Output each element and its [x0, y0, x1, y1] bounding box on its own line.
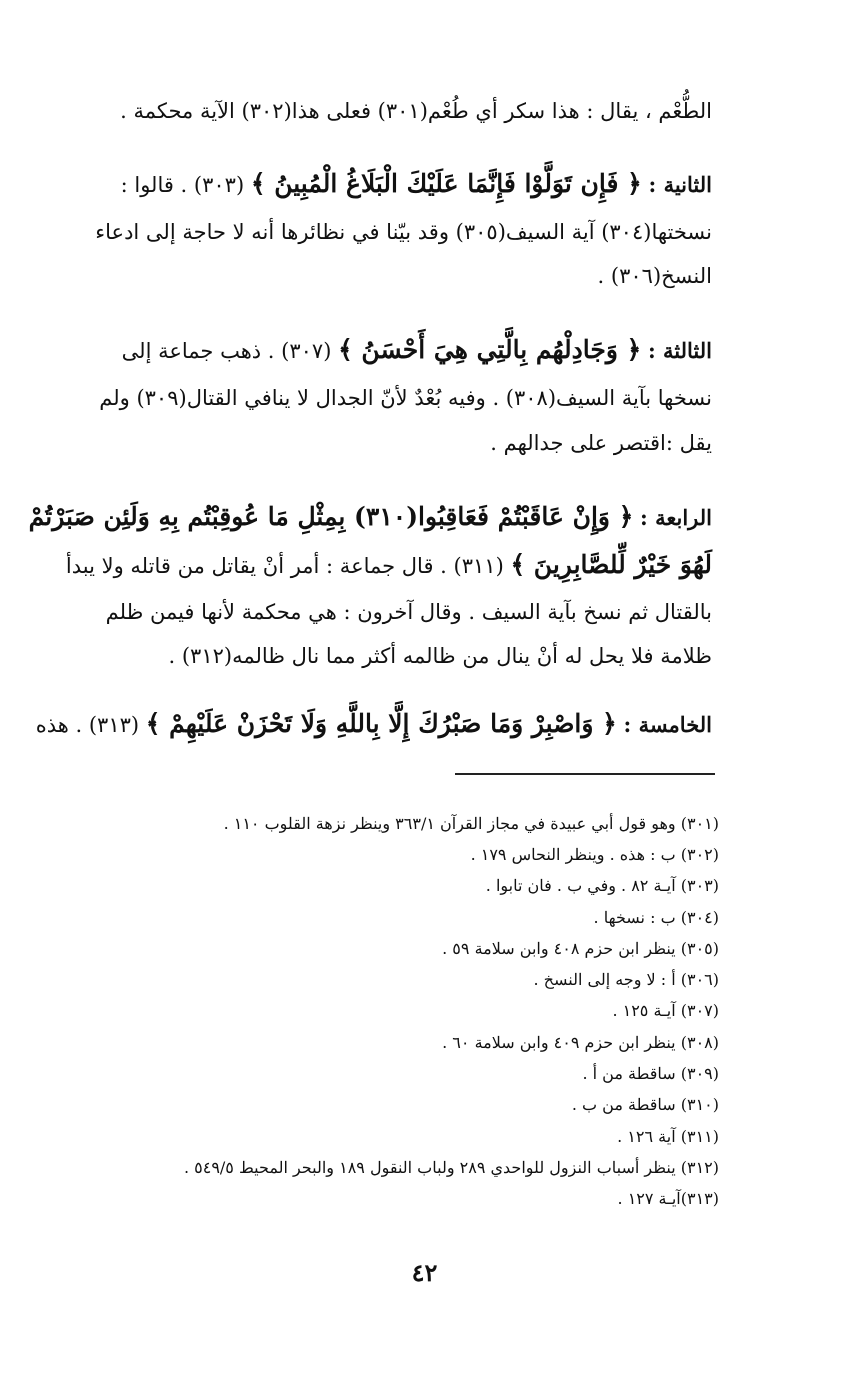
paragraph-second-line-1	[42, 162, 712, 207]
paragraph-fourth-line-2	[42, 543, 712, 588]
quran-verse: ﴿ وَجَادِلْهُم بِالَّتِي هِيَ أَحْسَنُ ﴾	[338, 335, 642, 364]
footnote: (٣٠٥) ينظر ابن حزم ٤٠٨ وابن سلامة ٥٩ .	[442, 939, 719, 958]
footnote: (٣١٣)آيـة ١٢٧ .	[617, 1189, 719, 1208]
footnote: (٣٠٨) ينظر ابن حزم ٤٠٩ وابن سلامة ٦٠ .	[442, 1033, 719, 1052]
footnote: (٣١٠) ساقطة من ب .	[571, 1095, 719, 1114]
footnote: (٣١٢) ينظر أسباب النزول للواحدي ٢٨٩ ولباب النقول ١٨٩ والبحر المحيط ٥٤٩/٥ .	[183, 1158, 719, 1177]
footnote: (٣٠٤) ب : نسخها .	[593, 908, 719, 927]
footnote: (٣٠٧) آيـة ١٢٥ .	[612, 1001, 719, 1020]
footnote-divider	[455, 773, 715, 775]
footnote: (٣١١) آية ١٢٦ .	[617, 1127, 719, 1146]
paragraph-text: (٣١٣) . هذه	[35, 713, 140, 737]
paragraph-third-line-1	[42, 328, 712, 373]
footnote: (٣٠٩) ساقطة من أ .	[582, 1064, 719, 1083]
footnote: (٣٠٦) أ : لا وجه إلى النسخ .	[533, 970, 719, 989]
paragraph-text: (٣١١) . قال جماعة : أمر أنْ يقاتل من قاتله ولا يبدأ	[65, 554, 504, 578]
footnote: (٣٠٢) ب : هذه . وينظر النحاس ١٧٩ .	[470, 845, 719, 864]
paragraph-second-line-2: نسختها(٣٠٤) آية السيف(٣٠٥) وقد بيّنا في نظائرها أنه لا حاجة إلى ادعاء	[95, 220, 712, 244]
paragraph-second-line-3: النسخ(٣٠٦) .	[597, 264, 712, 288]
paragraph-label: الرابعة :	[640, 505, 712, 530]
paragraph-fourth-line-4: ظلامة فلا يحل له أنْ ينال من ظالمه أكثر مما نال ظالمه(٣١٢) .	[168, 644, 712, 668]
paragraph-label: الخامسة :	[623, 712, 712, 737]
quran-verse: ﴿ وَاصْبِرْ وَمَا صَبْرُكَ إِلَّا بِاللَّهِ وَلَا تَحْزَنْ عَلَيْهِمْ ﴾	[145, 709, 617, 738]
quran-verse: لَهُوَ خَيْرٌ لِّلصَّابِرِينَ ﴾	[510, 550, 712, 579]
intro-line: الطُّعْم ، يقال : هذا سكر أي طُعْم(٣٠١) فعلى هذا(٣٠٢) الآية محكمة .	[120, 99, 712, 123]
paragraph-third-line-3: يقل :اقتصر على جدالهم .	[490, 431, 712, 455]
paragraph-label: الثانية :	[648, 172, 712, 197]
page-number: ٤٢	[411, 1258, 438, 1287]
paragraph-third-line-2: نسخها بآية السيف(٣٠٨) . وفيه بُعْدٌ لأنّ الجدال لا ينافي القتال(٣٠٩) ولم	[99, 386, 712, 410]
paragraph-fourth-line-3: بالقتال ثم نسخ بآية السيف . وقال آخرون : هي محكمة لأنها فيمن ظلم	[105, 600, 712, 624]
footnote: (٣٠٣) آيـة ٨٢ . وفي ب . فان تابوا .	[485, 876, 719, 895]
paragraph-text: (٣٠٣) . قالوا :	[120, 173, 245, 197]
paragraph-label: الثالثة :	[647, 338, 712, 363]
quran-verse: ﴿ وَإِنْ عَاقَبْتُمْ فَعَاقِبُوا(٣١٠) بِمِثْلِ مَا عُوقِبْتُم بِهِ وَلَئِن صَبَرْتُمْ	[28, 502, 634, 531]
paragraph-fifth-line-1	[35, 702, 712, 747]
paragraph-fourth-line-1	[28, 495, 712, 540]
paragraph-text: (٣٠٧) . ذهب جماعة إلى	[121, 339, 332, 363]
quran-verse: ﴿ فَإِن تَوَلَّوْا فَإِنَّمَا عَلَيْكَ الْبَلَاغُ الْمُبِينُ ﴾	[250, 169, 642, 198]
footnote: (٣٠١) وهو قول أبي عبيدة في مجاز القرآن ٣٦٣/١ وينظر نزهة القلوب ١١٠ .	[223, 814, 719, 833]
